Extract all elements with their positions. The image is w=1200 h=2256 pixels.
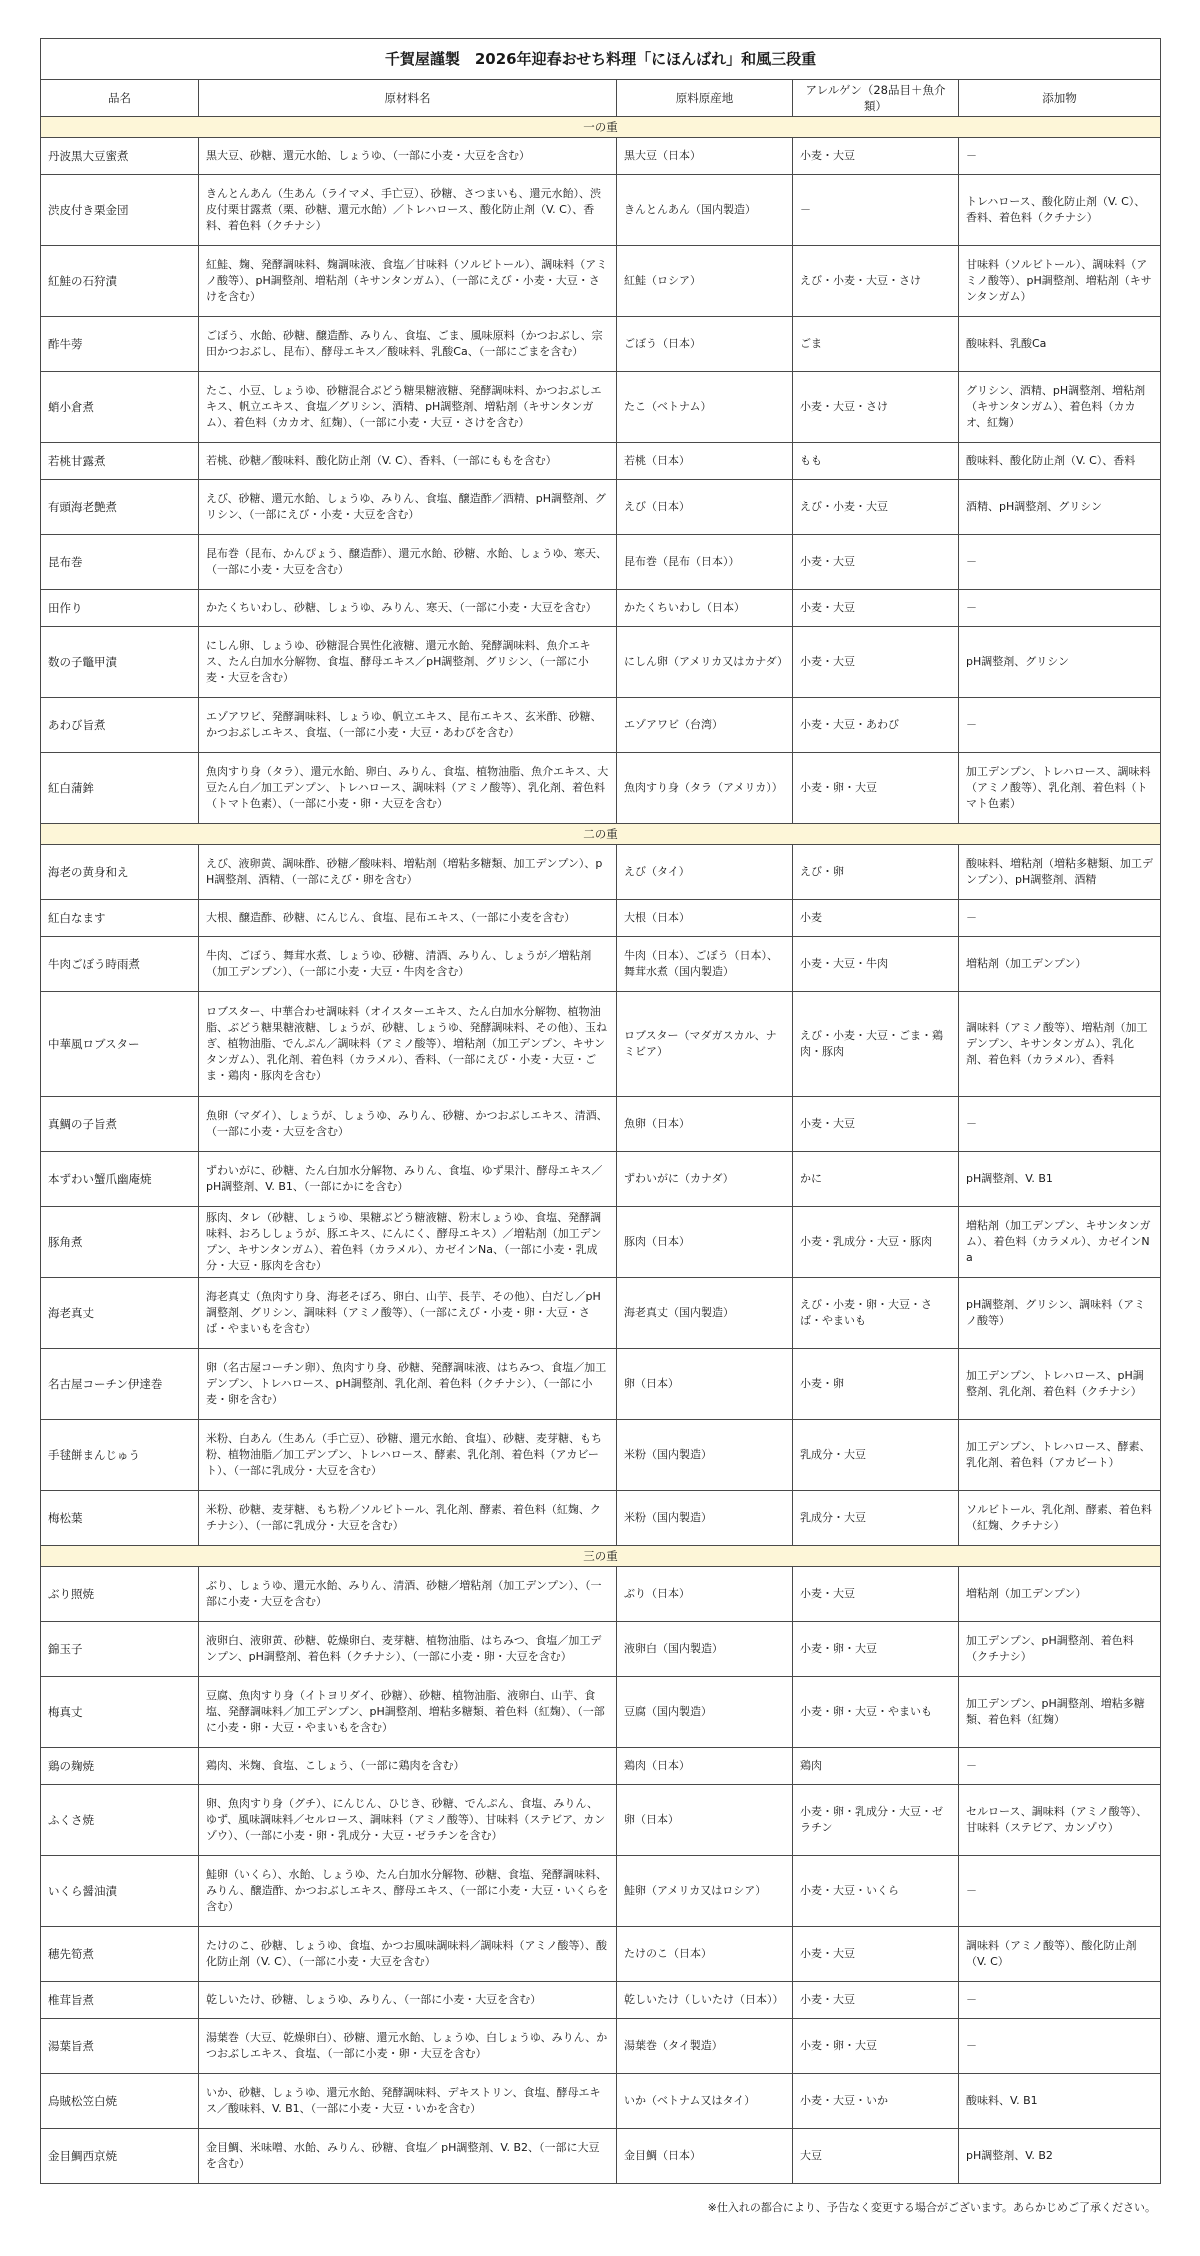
table-row xyxy=(41,992,1161,1097)
table-row xyxy=(41,1622,1161,1677)
ingredients-cell: 鶏肉、米麹、食塩、こしょう、（一部に鶏肉を含む） xyxy=(199,1748,617,1785)
item-name-cell: 蛸小倉煮 xyxy=(41,372,199,443)
origin-cell: たけのこ（日本） xyxy=(617,1927,793,1982)
column-header-ingredients: 原材料名 xyxy=(199,80,617,117)
allergens-cell: えび・小麦・大豆 xyxy=(793,480,959,535)
item-name-cell: 昆布巻 xyxy=(41,535,199,590)
allergens-cell: 小麦・卵・大豆 xyxy=(793,2019,959,2074)
allergens-cell: 小麦・大豆・いくら xyxy=(793,1856,959,1927)
table-row xyxy=(41,627,1161,698)
item-name-cell: 海老真丈 xyxy=(41,1278,199,1349)
origin-cell: 若桃（日本） xyxy=(617,443,793,480)
item-name-cell: 手毬餅まんじゅう xyxy=(41,1420,199,1491)
origin-cell: かたくちいわし（日本） xyxy=(617,590,793,627)
additives-cell: 酸味料、酸化防止剤（V. C）、香料 xyxy=(959,443,1161,480)
item-name-cell: 錦玉子 xyxy=(41,1622,199,1677)
origin-cell: 湯葉巻（タイ製造） xyxy=(617,2019,793,2074)
ingredients-cell: 魚肉すり身（タラ）、還元水飴、卵白、みりん、食塩、植物油脂、魚介エキス、大豆たん白／加工デンプン、トレハロース、調味料（アミノ酸等）、乳化剤、着色料（トマト色素）、（一部に小麦・卵・大豆を含む） xyxy=(199,753,617,824)
item-name-cell: 中華風ロブスター xyxy=(41,992,199,1097)
ingredients-cell: 豚肉、タレ（砂糖、しょうゆ、果糖ぶどう糖液糖、粉末しょうゆ、食塩、発酵調味料、おろししょうが、豚エキス、にんにく、酵母エキス）／増粘剤（加工デンプン、キサンタンガム）、着色料（カラメル）、カゼインNa、（一部に小麦・乳成分・大豆・豚肉を含む） xyxy=(199,1207,617,1278)
table-row xyxy=(41,317,1161,372)
origin-cell: ごぼう（日本） xyxy=(617,317,793,372)
allergens-cell: 小麦・大豆 xyxy=(793,590,959,627)
allergens-cell: 小麦・大豆 xyxy=(793,535,959,590)
allergens-cell: えび・小麦・大豆・ごま・鶏肉・豚肉 xyxy=(793,992,959,1097)
item-name-cell: 名古屋コーチン伊達巻 xyxy=(41,1349,199,1420)
table-row xyxy=(41,2129,1161,2184)
ingredients-cell: えび、液卵黄、調味酢、砂糖／酸味料、増粘剤（増粘多糖類、加工デンプン）、pH調整剤、酒精、（一部にえび・卵を含む） xyxy=(199,845,617,900)
allergens-cell: えび・卵 xyxy=(793,845,959,900)
allergens-cell: ごま xyxy=(793,317,959,372)
table-body xyxy=(41,117,1161,2184)
ingredients-cell: きんとんあん（生あん（ライマメ、手亡豆）、砂糖、さつまいも、還元水飴）、渋皮付栗甘露煮（栗、砂糖、還元水飴）／トレハロース、酸化防止剤（V. C）、香料、着色料（クチナシ） xyxy=(199,175,617,246)
allergens-cell: 小麦・大豆 xyxy=(793,1982,959,2019)
table-row xyxy=(41,480,1161,535)
origin-cell: 海老真丈（国内製造） xyxy=(617,1278,793,1349)
allergens-cell: 乳成分・大豆 xyxy=(793,1420,959,1491)
table-row xyxy=(41,138,1161,175)
table-row xyxy=(41,753,1161,824)
item-name-cell: 紅鮭の石狩漬 xyxy=(41,246,199,317)
item-name-cell: 田作り xyxy=(41,590,199,627)
ingredients-cell: 乾しいたけ、砂糖、しょうゆ、みりん、（一部に小麦・大豆を含む） xyxy=(199,1982,617,2019)
ingredients-cell: 昆布巻（昆布、かんぴょう、醸造酢）、還元水飴、砂糖、水飴、しょうゆ、寒天、（一部に小麦・大豆を含む） xyxy=(199,535,617,590)
additives-cell: 加工デンプン、トレハロース、調味料（アミノ酸等）、乳化剤、着色料（トマト色素） xyxy=(959,753,1161,824)
allergens-cell: 小麦・大豆・牛肉 xyxy=(793,937,959,992)
table-row xyxy=(41,1785,1161,1856)
origin-cell: 魚卵（日本） xyxy=(617,1097,793,1152)
additives-cell: 加工デンプン、pH調整剤、増粘多糖類、着色料（紅麹） xyxy=(959,1677,1161,1748)
table-row xyxy=(41,443,1161,480)
table-row xyxy=(41,1349,1161,1420)
table-row xyxy=(41,535,1161,590)
allergens-cell: 小麦・卵・乳成分・大豆・ゼラチン xyxy=(793,1785,959,1856)
allergens-cell: 鶏肉 xyxy=(793,1748,959,1785)
item-name-cell: 酢牛蒡 xyxy=(41,317,199,372)
table-row xyxy=(41,1207,1161,1278)
additives-cell: 調味料（アミノ酸等）、酸化防止剤（V. C） xyxy=(959,1927,1161,1982)
allergens-cell: 小麦・大豆 xyxy=(793,1097,959,1152)
table-row xyxy=(41,372,1161,443)
additives-cell: pH調整剤、V. B2 xyxy=(959,2129,1161,2184)
item-name-cell: 梅松葉 xyxy=(41,1491,199,1546)
column-header-origin: 原料原産地 xyxy=(617,80,793,117)
origin-cell: 乾しいたけ（しいたけ（日本）） xyxy=(617,1982,793,2019)
allergens-cell: 小麦・大豆 xyxy=(793,627,959,698)
ingredients-cell: いか、砂糖、しょうゆ、還元水飴、発酵調味料、デキストリン、食塩、酵母エキス／酸味料、V. B1、（一部に小麦・大豆・いかを含む） xyxy=(199,2074,617,2129)
item-name-cell: 金目鯛西京焼 xyxy=(41,2129,199,2184)
table-row xyxy=(41,698,1161,753)
additives-cell: pH調整剤、グリシン、調味料（アミノ酸等） xyxy=(959,1278,1161,1349)
table-row xyxy=(41,1420,1161,1491)
additives-cell: － xyxy=(959,590,1161,627)
origin-cell: 魚肉すり身（タラ（アメリカ）） xyxy=(617,753,793,824)
item-name-cell: ぶり照焼 xyxy=(41,1567,199,1622)
additives-cell: 甘味料（ソルビトール）、調味料（アミノ酸等）、pH調整剤、増粘剤（キサンタンガム） xyxy=(959,246,1161,317)
table-row xyxy=(41,900,1161,937)
item-name-cell: 有頭海老艶煮 xyxy=(41,480,199,535)
allergens-cell: 小麦・大豆 xyxy=(793,1927,959,1982)
table-row xyxy=(41,1097,1161,1152)
additives-cell: － xyxy=(959,1748,1161,1785)
additives-cell: pH調整剤、グリシン xyxy=(959,627,1161,698)
item-name-cell: 豚角煮 xyxy=(41,1207,199,1278)
item-name-cell: 本ずわい蟹爪幽庵焼 xyxy=(41,1152,199,1207)
ingredients-cell: 豆腐、魚肉すり身（イトヨリダイ、砂糖）、砂糖、植物油脂、液卵白、山芋、食塩、発酵調味料／加工デンプン、pH調整剤、増粘多糖類、着色料（紅麹）、（一部に小麦・卵・大豆・やまいもを含む） xyxy=(199,1677,617,1748)
item-name-cell: 紅白蒲鉾 xyxy=(41,753,199,824)
ingredients-cell: 液卵白、液卵黄、砂糖、乾燥卵白、麦芽糖、植物油脂、はちみつ、食塩／加工デンプン、pH調整剤、着色料（クチナシ）、（一部に小麦・卵・大豆を含む） xyxy=(199,1622,617,1677)
item-name-cell: あわび旨煮 xyxy=(41,698,199,753)
column-header-name: 品名 xyxy=(41,80,199,117)
additives-cell: 酸味料、乳酸Ca xyxy=(959,317,1161,372)
item-name-cell: 烏賊松笠白焼 xyxy=(41,2074,199,2129)
origin-cell: 黒大豆（日本） xyxy=(617,138,793,175)
section-row xyxy=(41,824,1161,845)
origin-cell: 鮭卵（アメリカ又はロシア） xyxy=(617,1856,793,1927)
additives-cell: 増粘剤（加工デンプン） xyxy=(959,1567,1161,1622)
section-header: 一の重 xyxy=(41,117,1161,138)
item-name-cell: 海老の黄身和え xyxy=(41,845,199,900)
section-row xyxy=(41,117,1161,138)
item-name-cell: 若桃甘露煮 xyxy=(41,443,199,480)
origin-cell: 豆腐（国内製造） xyxy=(617,1677,793,1748)
origin-cell: えび（日本） xyxy=(617,480,793,535)
allergens-cell: 小麦・大豆・いか xyxy=(793,2074,959,2129)
item-name-cell: 真鯛の子旨煮 xyxy=(41,1097,199,1152)
item-name-cell: 渋皮付き栗金団 xyxy=(41,175,199,246)
allergens-cell: えび・小麦・大豆・さけ xyxy=(793,246,959,317)
table-row xyxy=(41,937,1161,992)
column-header-additives: 添加物 xyxy=(959,80,1161,117)
ingredients-cell: 若桃、砂糖／酸味料、酸化防止剤（V. C）、香料、（一部にももを含む） xyxy=(199,443,617,480)
additives-cell: トレハロース、酸化防止剤（V. C）、香料、着色料（クチナシ） xyxy=(959,175,1161,246)
ingredients-cell: 紅鮭、麹、発酵調味料、麹調味液、食塩／甘味料（ソルビトール）、調味料（アミノ酸等）、pH調整剤、増粘剤（キサンタンガム）、（一部にえび・小麦・大豆・さけを含む） xyxy=(199,246,617,317)
origin-cell: 米粉（国内製造） xyxy=(617,1420,793,1491)
origin-cell: きんとんあん（国内製造） xyxy=(617,175,793,246)
ingredients-cell: ロブスター、中華合わせ調味料（オイスターエキス、たん白加水分解物、植物油脂、ぶどう糖果糖液糖、しょうが、砂糖、しょうゆ、発酵調味料、その他）、玉ねぎ、植物油脂、でんぷん／調味料（アミノ酸等）、増粘剤（加工デンプン、キサンタンガム）、乳化剤、着色料（カラメル）、香料、（一部にえび・小麦・大豆・ごま・鶏肉・豚肉を含む） xyxy=(199,992,617,1097)
ingredients-cell: 卵、魚肉すり身（グチ）、にんじん、ひじき、砂糖、でんぷん、食塩、みりん、ゆず、風味調味料／セルロース、調味料（アミノ酸等）、甘味料（ステビア、カンゾウ）、（一部に小麦・卵・乳成分・大豆・ゼラチンを含む） xyxy=(199,1785,617,1856)
ingredients-cell: ずわいがに、砂糖、たん白加水分解物、みりん、食塩、ゆず果汁、酵母エキス／pH調整剤、V. B1、（一部にかにを含む） xyxy=(199,1152,617,1207)
ingredients-cell: にしん卵、しょうゆ、砂糖混合異性化液糖、還元水飴、発酵調味料、魚介エキス、たん白加水分解物、食塩、酵母エキス／pH調整剤、グリシン、（一部に小麦・大豆を含む） xyxy=(199,627,617,698)
additives-cell: pH調整剤、V. B1 xyxy=(959,1152,1161,1207)
additives-cell: グリシン、酒精、pH調整剤、増粘剤（キサンタンガム）、着色料（カカオ、紅麹） xyxy=(959,372,1161,443)
table-row xyxy=(41,1491,1161,1546)
item-name-cell: 湯葉旨煮 xyxy=(41,2019,199,2074)
allergens-cell: 小麦・大豆・あわび xyxy=(793,698,959,753)
ingredients-cell: ごぼう、水飴、砂糖、醸造酢、みりん、食塩、ごま、風味原料（かつおぶし、宗田かつおぶし、昆布）、酵母エキス／酸味料、乳酸Ca、（一部にごまを含む） xyxy=(199,317,617,372)
ingredients-cell: 卵（名古屋コーチン卵）、魚肉すり身、砂糖、発酵調味液、はちみつ、食塩／加工デンプン、トレハロース、pH調整剤、乳化剤、着色料（クチナシ）、（一部に小麦・卵を含む） xyxy=(199,1349,617,1420)
ingredients-cell: 魚卵（マダイ）、しょうが、しょうゆ、みりん、砂糖、かつおぶしエキス、清酒、（一部に小麦・大豆を含む） xyxy=(199,1097,617,1152)
additives-cell: 加工デンプン、トレハロース、酵素、乳化剤、着色料（アカビート） xyxy=(959,1420,1161,1491)
item-name-cell: 穂先筍煮 xyxy=(41,1927,199,1982)
ingredients-cell: ぶり、しょうゆ、還元水飴、みりん、清酒、砂糖／増粘剤（加工デンプン）、（一部に小麦・大豆を含む） xyxy=(199,1567,617,1622)
origin-cell: 鶏肉（日本） xyxy=(617,1748,793,1785)
origin-cell: にしん卵（アメリカ又はカナダ） xyxy=(617,627,793,698)
item-name-cell: 丹波黒大豆蜜煮 xyxy=(41,138,199,175)
additives-cell: 増粘剤（加工デンプン、キサンタンガム）、着色料（カラメル）、カゼインNa xyxy=(959,1207,1161,1278)
origin-cell: 豚肉（日本） xyxy=(617,1207,793,1278)
additives-cell: － xyxy=(959,698,1161,753)
table-row xyxy=(41,845,1161,900)
additives-cell: 調味料（アミノ酸等）、増粘剤（加工デンプン、キサンタンガム）、乳化剤、着色料（カラメル）、香料 xyxy=(959,992,1161,1097)
table-row xyxy=(41,2019,1161,2074)
origin-cell: ロブスター（マダガスカル、ナミビア） xyxy=(617,992,793,1097)
allergens-cell: 小麦・卵・大豆 xyxy=(793,1622,959,1677)
additives-cell: － xyxy=(959,900,1161,937)
ingredients-cell: 鮭卵（いくら）、水飴、しょうゆ、たん白加水分解物、砂糖、食塩、発酵調味料、みりん、醸造酢、かつおぶしエキス、酵母エキス、（一部に小麦・大豆・いくらを含む） xyxy=(199,1856,617,1927)
additives-cell: － xyxy=(959,1097,1161,1152)
origin-cell: 昆布巻（昆布（日本）） xyxy=(617,535,793,590)
header-row xyxy=(41,80,1161,117)
ingredients-cell: えび、砂糖、還元水飴、しょうゆ、みりん、食塩、醸造酢／酒精、pH調整剤、グリシン、（一部にえび・小麦・大豆を含む） xyxy=(199,480,617,535)
ingredients-cell: 金目鯛、米味噌、水飴、みりん、砂糖、食塩／ pH調整剤、V. B2、（一部に大豆を含む） xyxy=(199,2129,617,2184)
ingredients-cell: エゾアワビ、発酵調味料、しょうゆ、帆立エキス、昆布エキス、玄米酢、砂糖、かつおぶしエキス、食塩、（一部に小麦・大豆・あわびを含む） xyxy=(199,698,617,753)
table-row xyxy=(41,590,1161,627)
allergens-cell: 小麦・卵・大豆 xyxy=(793,753,959,824)
allergens-cell: 小麦・大豆 xyxy=(793,1567,959,1622)
item-name-cell: ふくさ焼 xyxy=(41,1785,199,1856)
page-title: 千賀屋謹製 2026年迎春おせち料理「にほんばれ」和風三段重 xyxy=(41,39,1161,80)
origin-cell: ずわいがに（カナダ） xyxy=(617,1152,793,1207)
additives-cell: 増粘剤（加工デンプン） xyxy=(959,937,1161,992)
table-row xyxy=(41,1856,1161,1927)
table-row xyxy=(41,1748,1161,1785)
additives-cell: － xyxy=(959,138,1161,175)
section-row xyxy=(41,1546,1161,1567)
ingredients-cell: 大根、醸造酢、砂糖、にんじん、食塩、昆布エキス、（一部に小麦を含む） xyxy=(199,900,617,937)
allergens-cell: 小麦・大豆 xyxy=(793,138,959,175)
ingredients-cell: 海老真丈（魚肉すり身、海老そぼろ、卵白、山芋、長芋、その他）、白だし／pH調整剤、グリシン、調味料（アミノ酸等）、（一部にえび・小麦・卵・大豆・さば・やまいもを含む） xyxy=(199,1278,617,1349)
additives-cell: ソルビトール、乳化剤、酵素、着色料（紅麹、クチナシ） xyxy=(959,1491,1161,1546)
ingredients-cell: 米粉、砂糖、麦芽糖、もち粉／ソルビトール、乳化剤、酵素、着色料（紅麹、クチナシ）、（一部に乳成分・大豆を含む） xyxy=(199,1491,617,1546)
additives-cell: 加工デンプン、pH調整剤、着色料（クチナシ） xyxy=(959,1622,1161,1677)
allergens-cell: 小麦・乳成分・大豆・豚肉 xyxy=(793,1207,959,1278)
table-row xyxy=(41,1152,1161,1207)
allergens-cell: もも xyxy=(793,443,959,480)
title-row xyxy=(41,39,1161,80)
item-name-cell: 椎茸旨煮 xyxy=(41,1982,199,2019)
origin-cell: エゾアワビ（台湾） xyxy=(617,698,793,753)
table-row xyxy=(41,1567,1161,1622)
allergens-cell: 小麦 xyxy=(793,900,959,937)
ingredient-sheet xyxy=(40,38,1160,2184)
additives-cell: － xyxy=(959,1856,1161,1927)
allergens-cell: 小麦・卵 xyxy=(793,1349,959,1420)
origin-cell: 牛肉（日本）、ごぼう（日本）、舞茸水煮（国内製造） xyxy=(617,937,793,992)
origin-cell: 卵（日本） xyxy=(617,1785,793,1856)
table-row xyxy=(41,1278,1161,1349)
allergens-cell: 大豆 xyxy=(793,2129,959,2184)
origin-cell: 液卵白（国内製造） xyxy=(617,1622,793,1677)
additives-cell: 酸味料、V. B1 xyxy=(959,2074,1161,2129)
allergens-cell: かに xyxy=(793,1152,959,1207)
column-header-allergens: アレルゲン（28品目＋魚介類） xyxy=(793,80,959,117)
table-row xyxy=(41,1677,1161,1748)
ingredients-cell: 黒大豆、砂糖、還元水飴、しょうゆ、（一部に小麦・大豆を含む） xyxy=(199,138,617,175)
origin-cell: 金目鯛（日本） xyxy=(617,2129,793,2184)
table-row xyxy=(41,246,1161,317)
origin-cell: ぶり（日本） xyxy=(617,1567,793,1622)
additives-cell: セルロース、調味料（アミノ酸等）、甘味料（ステビア、カンゾウ） xyxy=(959,1785,1161,1856)
section-header: 三の重 xyxy=(41,1546,1161,1567)
item-name-cell: 牛肉ごぼう時雨煮 xyxy=(41,937,199,992)
item-name-cell: いくら醤油漬 xyxy=(41,1856,199,1927)
ingredient-table xyxy=(40,38,1161,2184)
origin-cell: 紅鮭（ロシア） xyxy=(617,246,793,317)
allergens-cell: － xyxy=(793,175,959,246)
item-name-cell: 鶏の麹焼 xyxy=(41,1748,199,1785)
table-row xyxy=(41,2074,1161,2129)
additives-cell: 酸味料、増粘剤（増粘多糖類、加工デンプン）、pH調整剤、酒精 xyxy=(959,845,1161,900)
origin-cell: いか（ベトナム又はタイ） xyxy=(617,2074,793,2129)
ingredients-cell: 牛肉、ごぼう、舞茸水煮、しょうゆ、砂糖、清酒、みりん、しょうが／増粘剤（加工デンプン）、（一部に小麦・大豆・牛肉を含む） xyxy=(199,937,617,992)
ingredients-cell: 米粉、白あん（生あん（手亡豆）、砂糖、還元水飴、食塩）、砂糖、麦芽糖、もち粉、植物油脂／加工デンプン、トレハロース、酵素、乳化剤、着色料（アカビート）、（一部に乳成分・大豆を含む） xyxy=(199,1420,617,1491)
additives-cell: 加工デンプン、トレハロース、pH調整剤、乳化剤、着色料（クチナシ） xyxy=(959,1349,1161,1420)
item-name-cell: 梅真丈 xyxy=(41,1677,199,1748)
additives-cell: － xyxy=(959,2019,1161,2074)
section-header: 二の重 xyxy=(41,824,1161,845)
ingredients-cell: たけのこ、砂糖、しょうゆ、食塩、かつお風味調味料／調味料（アミノ酸等）、酸化防止剤（V. C）、（一部に小麦・大豆を含む） xyxy=(199,1927,617,1982)
item-name-cell: 数の子鼈甲漬 xyxy=(41,627,199,698)
footnote: ※仕入れの都合により、予告なく変更する場合がございます。あらかじめご了承ください。 xyxy=(707,2201,1156,2214)
allergens-cell: 乳成分・大豆 xyxy=(793,1491,959,1546)
item-name-cell: 紅白なます xyxy=(41,900,199,937)
table-row xyxy=(41,1982,1161,2019)
table-row xyxy=(41,175,1161,246)
ingredients-cell: かたくちいわし、砂糖、しょうゆ、みりん、寒天、（一部に小麦・大豆を含む） xyxy=(199,590,617,627)
table-row xyxy=(41,1927,1161,1982)
allergens-cell: 小麦・大豆・さけ xyxy=(793,372,959,443)
origin-cell: 米粉（国内製造） xyxy=(617,1491,793,1546)
origin-cell: 卵（日本） xyxy=(617,1349,793,1420)
additives-cell: － xyxy=(959,535,1161,590)
origin-cell: えび（タイ） xyxy=(617,845,793,900)
origin-cell: たこ（ベトナム） xyxy=(617,372,793,443)
allergens-cell: 小麦・卵・大豆・やまいも xyxy=(793,1677,959,1748)
ingredients-cell: たこ、小豆、しょうゆ、砂糖混合ぶどう糖果糖液糖、発酵調味料、かつおぶしエキス、帆立エキス、食塩／グリシン、酒精、pH調整剤、増粘剤（キサンタンガム）、着色料（カカオ、紅麹）、（一部に小麦・大豆・さけを含む） xyxy=(199,372,617,443)
additives-cell: － xyxy=(959,1982,1161,2019)
additives-cell: 酒精、pH調整剤、グリシン xyxy=(959,480,1161,535)
allergens-cell: えび・小麦・卵・大豆・さば・やまいも xyxy=(793,1278,959,1349)
ingredients-cell: 湯葉巻（大豆、乾燥卵白）、砂糖、還元水飴、しょうゆ、白しょうゆ、みりん、かつおぶしエキス、食塩、（一部に小麦・卵・大豆を含む） xyxy=(199,2019,617,2074)
origin-cell: 大根（日本） xyxy=(617,900,793,937)
